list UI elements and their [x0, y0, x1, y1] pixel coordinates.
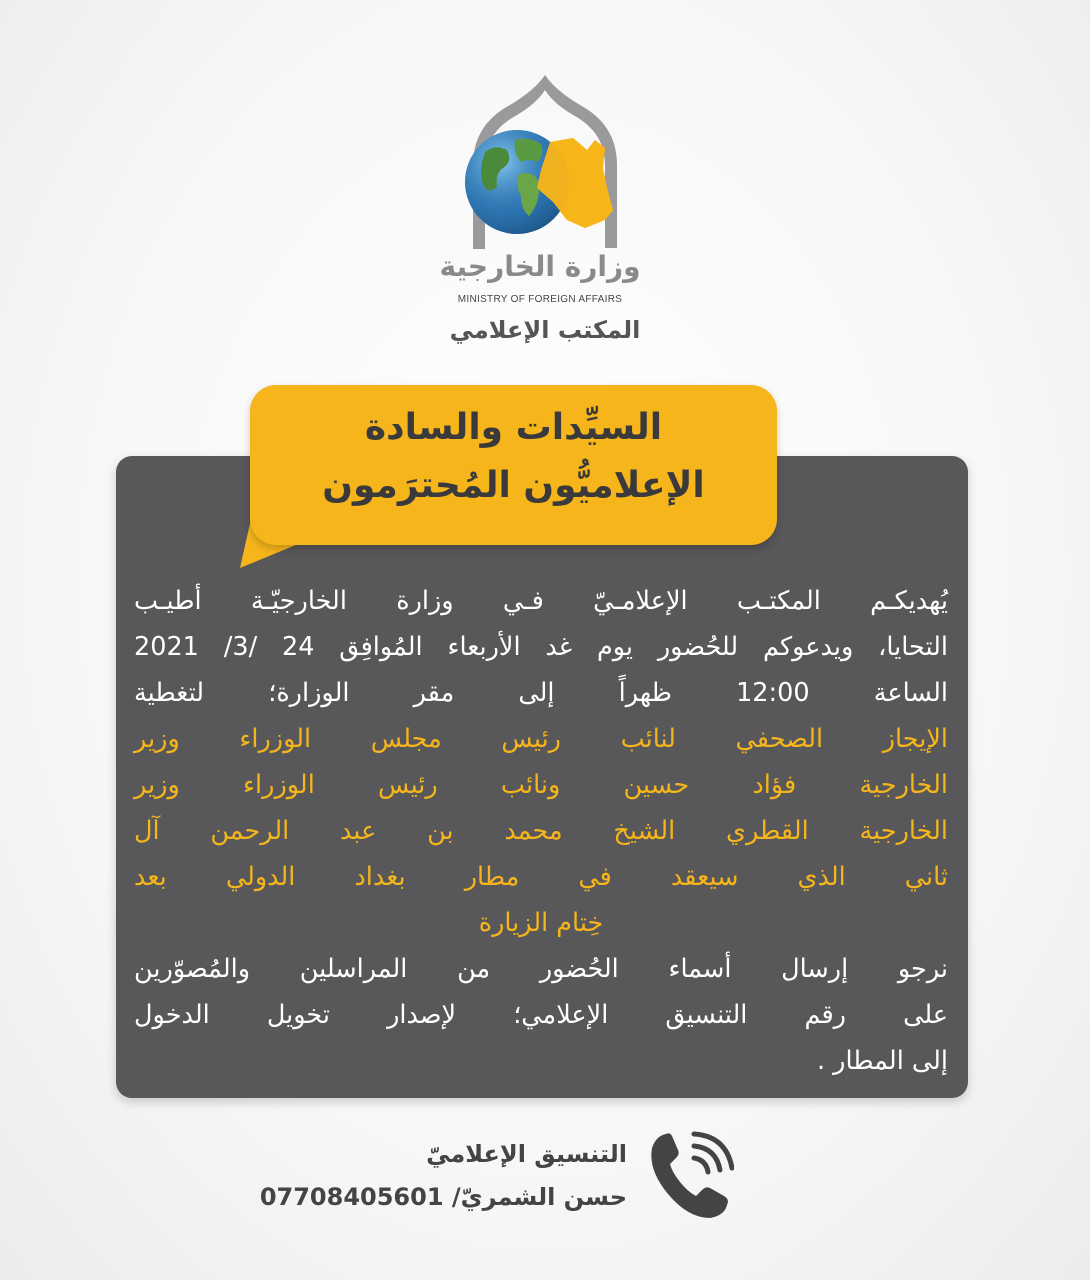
body-line-highlight: الإيجاز الصحفي لنائب رئيس مجلس الوزراء وزير [134, 724, 948, 754]
ministry-logo-icon [455, 70, 635, 250]
greeting-line-1: السيِّدات والسادة [364, 407, 663, 448]
ministry-name-english: MINISTRY OF FOREIGN AFFAIRS [457, 294, 623, 305]
body-line: التحايا، ويدعوكم للحُضور يوم غد الأربعاء المُوافِق 24 /3/ 2021 [134, 632, 948, 662]
body-line: يُهديكـم المكتـب الإعلامـيّ فـي وزارة الخارجيّـة أطيـب [134, 586, 948, 616]
body-line-highlight: خِتام الزيارة [478, 908, 604, 938]
body-line: على رقم التنسيق الإعلامي؛ لإصدار تخويل الدخول [134, 1000, 948, 1030]
phone-icon [648, 1130, 734, 1222]
contact-title: التنسيق الإعلاميّ [426, 1140, 627, 1168]
body-line-highlight: الخارجية فؤاد حسين ونائب رئيس الوزراء وزير [134, 770, 948, 800]
body-line-highlight: الخارجية القطري الشيخ محمد بن عبد الرحمن آل [134, 816, 948, 846]
contact-name-phone: حسن الشمريّ/ 07708405601 [259, 1183, 627, 1211]
ministry-name-arabic: وزارة الخارجية [439, 250, 641, 283]
body-line-highlight: ثاني الذي سيعقد في مطار بغداد الدولي بعد [134, 862, 948, 892]
body-line: نرجو إرسال أسماء الحُضور من المراسلين والمُصوّرين [134, 954, 948, 984]
media-office-title: المكتب الإعلامي [449, 316, 641, 344]
greeting-bubble [250, 385, 777, 545]
greeting-line-2: الإعلاميُّون المُحترَمون [322, 465, 705, 506]
announcement-body [134, 578, 948, 1084]
body-line: الساعة 12:00 ظهراً إلى مقر الوزارة؛ لتغطية [134, 678, 948, 708]
body-line: إلى المطار . [816, 1046, 948, 1076]
contact-block [260, 1134, 627, 1220]
